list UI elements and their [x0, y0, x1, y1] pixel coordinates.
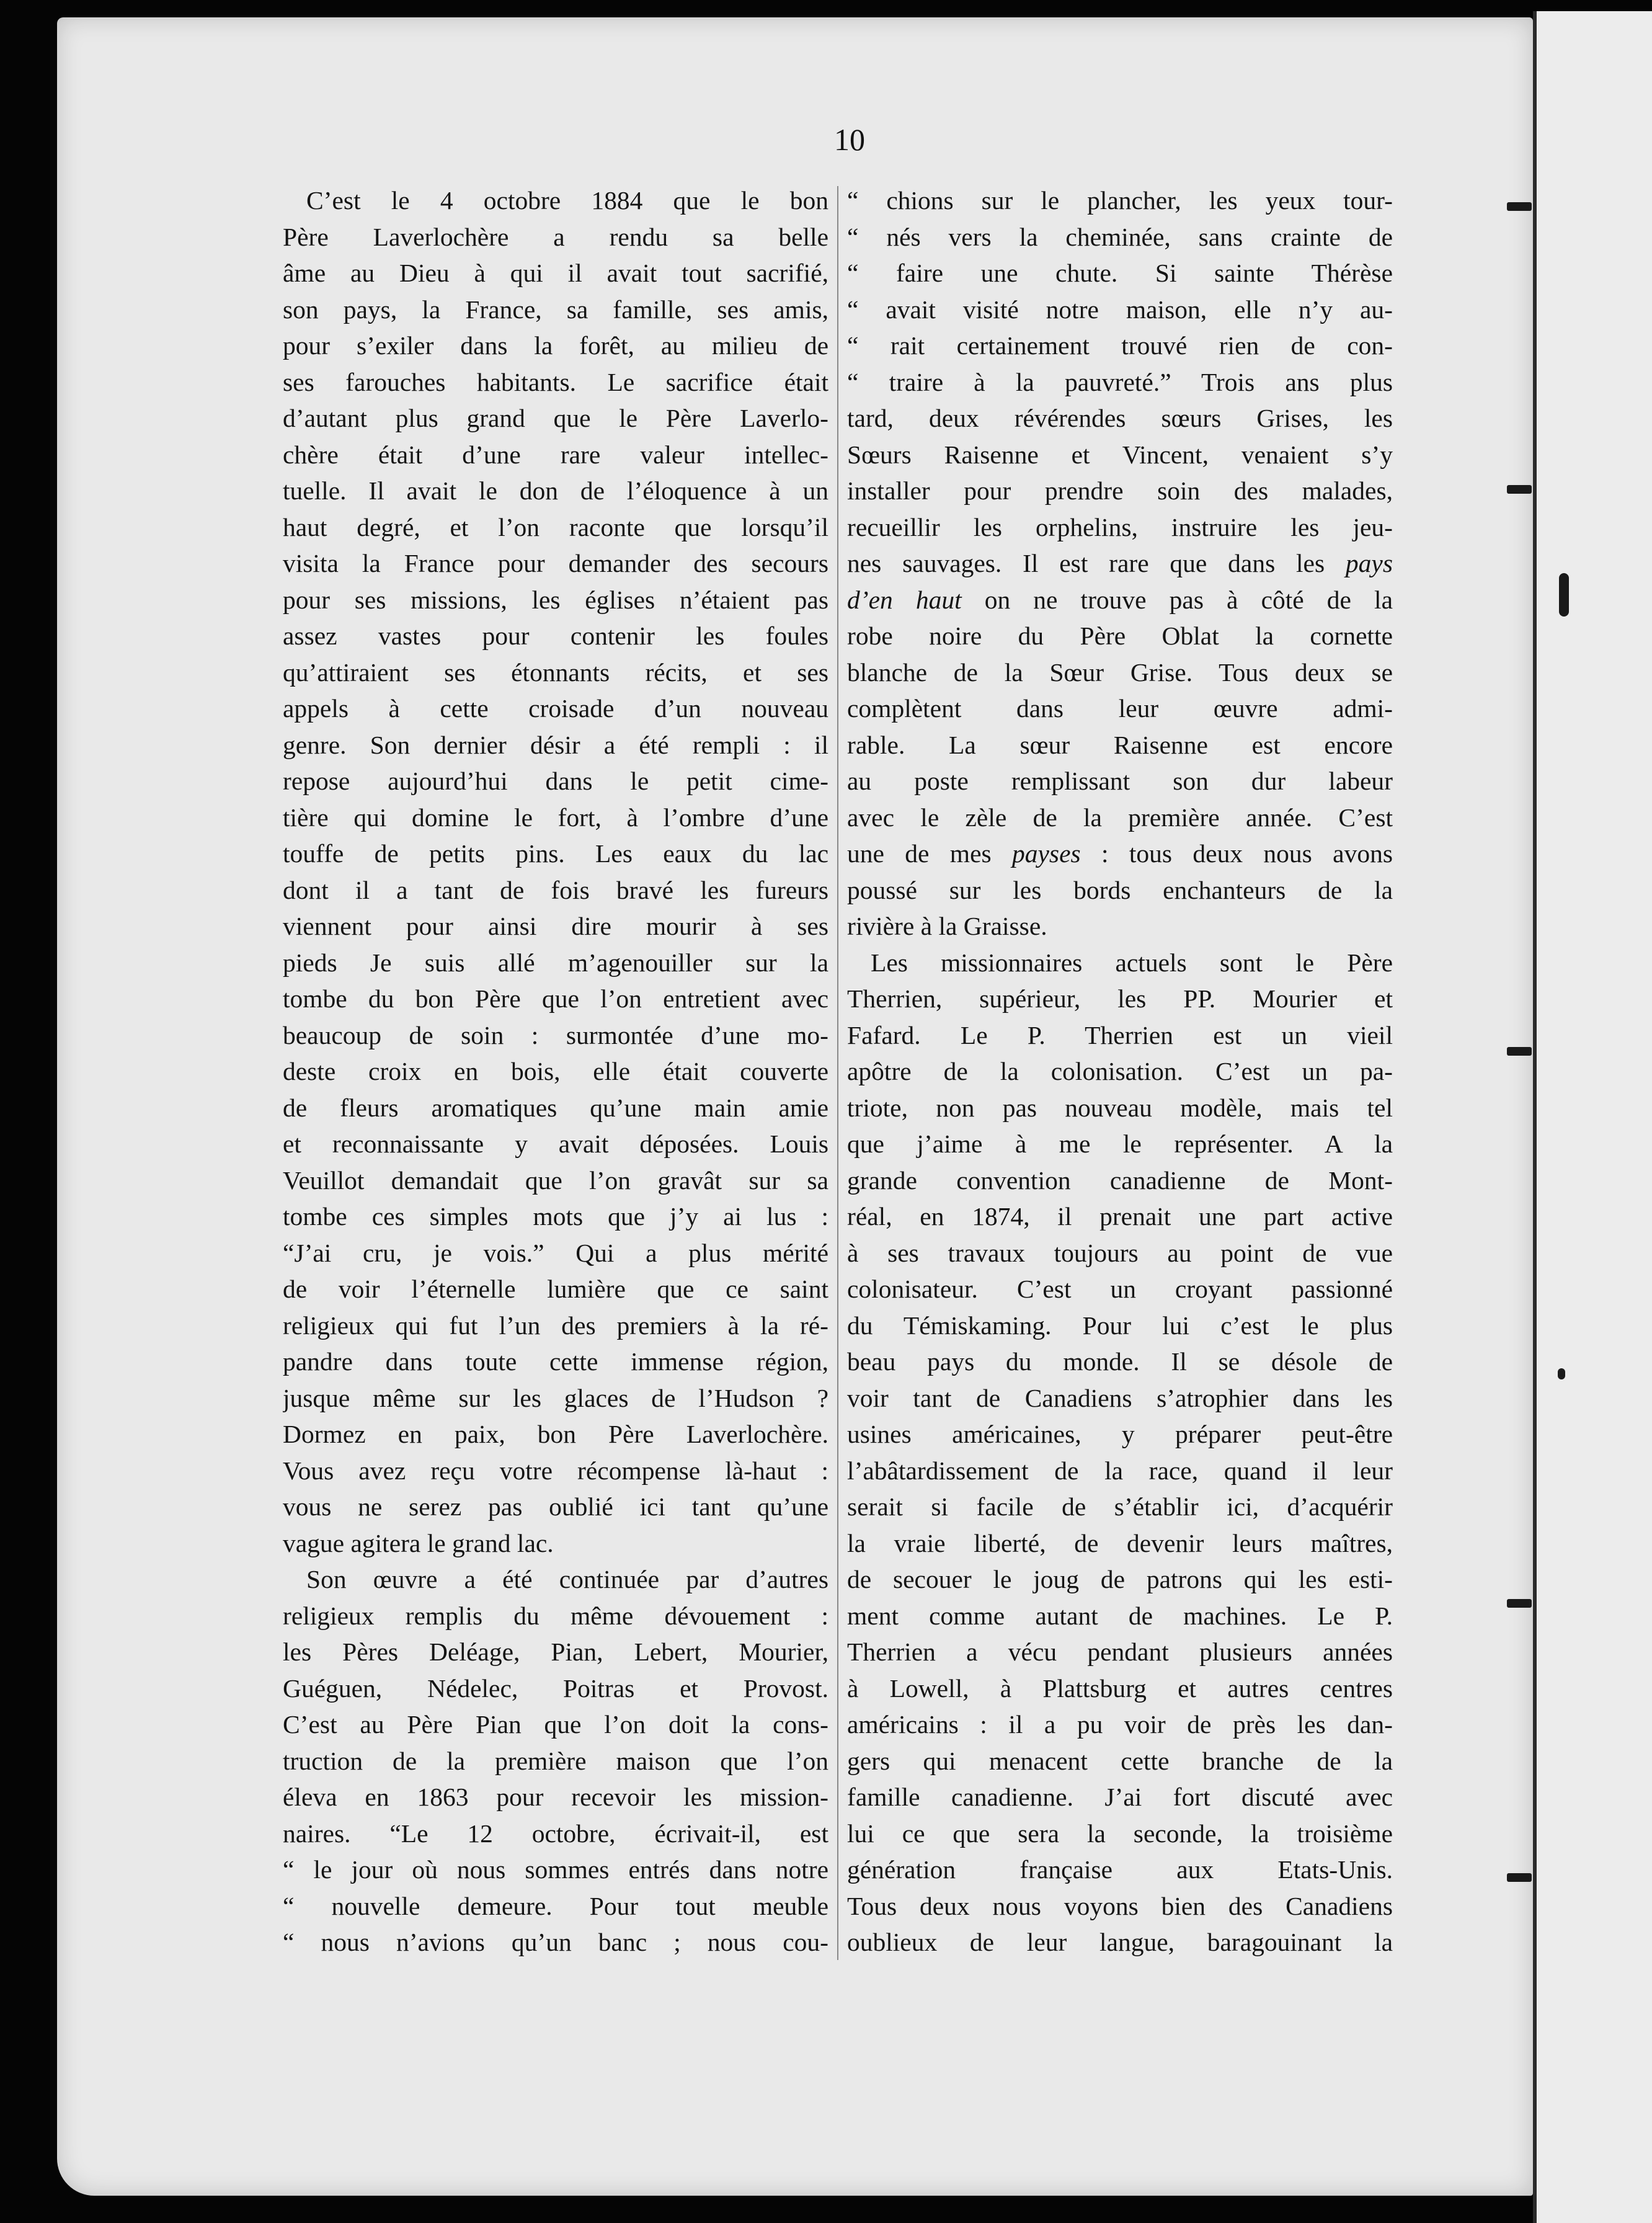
text-line: rable. La sœur Raisenne est encore	[847, 730, 1393, 759]
text-line: installer pour prendre soin des malades,	[847, 476, 1393, 505]
text-line: de fleurs aromatiques qu’une main amie	[283, 1093, 828, 1122]
text-line: au poste remplissant son dur labeur	[847, 767, 1393, 795]
text-line: pieds Je suis allé m’agenouiller sur la	[283, 948, 828, 977]
paragraph	[283, 1561, 828, 1961]
column-divider	[837, 186, 838, 1960]
text-line: Veuillot demandait que l’on gravât sur sa	[283, 1165, 828, 1195]
text-line: “ le jour où nous sommes entrés dans notre	[283, 1855, 828, 1884]
text-fragment: on ne trouve pas à côté de la	[961, 585, 1393, 614]
text-line: usines américaines, y préparer peut-être	[847, 1420, 1393, 1448]
text-line: religieux remplis du même dévouement :	[283, 1601, 828, 1630]
text-line: C’est au Père Pian que l’on doit la cons-	[283, 1710, 828, 1739]
text-line: Son œuvre a été continuée par d’autres	[306, 1565, 828, 1593]
text-line	[847, 835, 1393, 872]
text-line: son pays, la France, sa famille, ses amis,	[283, 295, 828, 324]
text-line: naires. “Le 12 octobre, écrivait-il, est	[283, 1819, 828, 1848]
binding-mark	[1507, 202, 1532, 211]
right-text-column	[847, 182, 1393, 1961]
italic-word: payses	[1012, 839, 1081, 868]
text-line: beau pays du monde. Il se désole de	[847, 1347, 1393, 1376]
text-line: ses farouches habitants. Le sacrifice était	[283, 367, 828, 396]
text-line: tière qui domine le fort, à l’ombre d’une	[283, 803, 828, 832]
text-line: “ rait certainement trouvé rien de con-	[847, 331, 1393, 360]
text-line: pandre dans toute cette immense région,	[283, 1347, 828, 1376]
text-line: genre. Son dernier désir a été rempli : il	[283, 730, 828, 759]
text-line: réal, en 1874, il prenait une part active	[847, 1202, 1393, 1231]
binding-mark	[1507, 485, 1532, 494]
binding-mark	[1507, 1599, 1532, 1608]
text-line: tard, deux révérendes sœurs Grises, les	[847, 404, 1393, 432]
text-line: qu’attiraient ses étonnants récits, et ses	[283, 657, 828, 687]
page-number: 10	[834, 122, 865, 157]
text-line: à Lowell, à Plattsburg et autres centres	[847, 1673, 1393, 1703]
text-line: colonisateur. C’est un croyant passionné	[847, 1275, 1393, 1303]
text-line: Dormez en paix, bon Père Laverlochère.	[283, 1420, 828, 1448]
text-line: serait si facile de s’établir ici, d’acquérir	[847, 1492, 1393, 1521]
text-line: pour s’exiler dans la forêt, au milieu de	[283, 331, 828, 360]
text-line: grande convention canadienne de Mont-	[847, 1165, 1393, 1195]
text-line: voir tant de Canadiens s’atrophier dans les	[847, 1383, 1393, 1412]
text-line: Les missionnaires actuels sont le Père	[871, 948, 1393, 977]
text-line: triote, non pas nouveau modèle, mais tel	[847, 1093, 1393, 1122]
text-line: Vous avez reçu votre récompense là-haut :	[283, 1456, 828, 1485]
text-line: blanche de la Sœur Grise. Tous deux se	[847, 657, 1393, 687]
text-line: repose aujourd’hui dans le petit cime-	[283, 767, 828, 795]
text-line: jusque même sur les glaces de l’Hudson ?	[283, 1383, 828, 1412]
text-line: “ avait visité notre maison, elle n’y au-	[847, 295, 1393, 324]
text-line: avec le zèle de la première année. C’est	[847, 803, 1393, 832]
text-line: “ nouvelle demeure. Pour tout meuble	[283, 1891, 828, 1920]
text-line: que j’aime à me le représenter. A la	[847, 1129, 1393, 1158]
text-line: l’abâtardissement de la race, quand il leur	[847, 1456, 1393, 1485]
binding-mark	[1507, 1873, 1532, 1882]
text-line: génération française aux Etats-Unis.	[847, 1855, 1393, 1884]
text-line: âme au Dieu à qui il avait tout sacrifié,	[283, 259, 828, 287]
adjacent-page-edge	[1533, 11, 1652, 2223]
text-line: vague agitera le grand lac.	[283, 1528, 554, 1557]
text-line: “ traire à la pauvreté.” Trois ans plus	[847, 367, 1393, 396]
text-line: et reconnaissante y avait déposées. Louis	[283, 1129, 828, 1158]
binding-mark	[1559, 573, 1569, 617]
text-line: “J’ai cru, je vois.” Qui a plus mérité	[283, 1238, 828, 1267]
text-line: robe noire du Père Oblat la cornette	[847, 621, 1393, 650]
text-line: Père Laverlochère a rendu sa belle	[283, 222, 828, 251]
text-line: Guéguen, Nédelec, Poitras et Provost.	[283, 1673, 828, 1703]
text-line: truction de la première maison que l’on	[283, 1746, 828, 1775]
binding-mark	[1558, 1368, 1565, 1379]
text-line: famille canadienne. J’ai fort discuté avec	[847, 1783, 1393, 1811]
text-line: du Témiskaming. Pour lui c’est le plus	[847, 1311, 1393, 1340]
text-line	[847, 545, 1393, 582]
text-line: tombe du bon Père que l’on entretient avec	[283, 984, 828, 1013]
left-text-column	[283, 182, 828, 1961]
text-line: “ nous n’avions qu’un banc ; nous cou-	[283, 1928, 828, 1956]
italic-word: pays	[1345, 549, 1393, 577]
text-line: d’autant plus grand que le Père Laverlo-	[283, 404, 828, 432]
text-line: beaucoup de soin : surmontée d’une mo-	[283, 1020, 828, 1049]
text-line: éleva en 1863 pour recevoir les mission-	[283, 1783, 828, 1811]
text-line: tombe ces simples mots que j’y ai lus :	[283, 1202, 828, 1231]
text-line: les Pères Deléage, Pian, Lebert, Mourier,	[283, 1637, 828, 1666]
text-line: Sœurs Raisenne et Vincent, venaient s’y	[847, 440, 1393, 469]
text-line: de voir l’éternelle lumière que ce saint	[283, 1275, 828, 1303]
text-line: chère était d’une rare valeur intellec-	[283, 440, 828, 469]
text-line: visita la France pour demander des secours	[283, 549, 828, 577]
text-line: viennent pour ainsi dire mourir à ses	[283, 912, 828, 940]
text-line: de secouer le joug de patrons qui les esti-	[847, 1565, 1393, 1593]
text-line: recueillir les orphelins, instruire les jeu-	[847, 512, 1393, 541]
italic-phrase: d’en haut	[847, 585, 962, 614]
text-line: complètent dans leur œuvre admi-	[847, 694, 1393, 723]
text-line: tuelle. Il avait le don de l’éloquence à un	[283, 476, 828, 505]
text-line: la vraie liberté, de devenir leurs maîtres,	[847, 1528, 1393, 1557]
text-line: “ chions sur le plancher, les yeux tour-	[847, 186, 1393, 215]
text-line: américains : il a pu voir de près les dan-	[847, 1710, 1393, 1739]
text-line: C’est le 4 octobre 1884 que le bon	[306, 186, 828, 215]
text-line: haut degré, et l’on raconte que lorsqu’il	[283, 512, 828, 541]
text-line: à ses travaux toujours au point de vue	[847, 1238, 1393, 1267]
text-line: “ faire une chute. Si sainte Thérèse	[847, 259, 1393, 287]
text-line: pour ses missions, les églises n’étaient pas	[283, 585, 828, 614]
text-line: apôtre de la colonisation. C’est un pa-	[847, 1057, 1393, 1085]
text-line: deste croix en bois, elle était couverte	[283, 1057, 828, 1085]
paragraph	[847, 182, 1393, 945]
paragraph	[283, 182, 828, 1561]
text-line: Therrien a vécu pendant plusieurs années	[847, 1637, 1393, 1666]
text-fragment: une de mes	[847, 839, 1012, 868]
binding-mark	[1507, 1047, 1532, 1056]
text-line: vous ne serez pas oublié ici tant qu’une	[283, 1492, 828, 1521]
text-line: gers qui menacent cette branche de la	[847, 1746, 1393, 1775]
paragraph	[847, 945, 1393, 1961]
text-fragment: : tous deux nous avons	[1080, 839, 1393, 868]
text-line: religieux qui fut l’un des premiers à la ré-	[283, 1311, 828, 1340]
text-line: dont il a tant de fois bravé les fureurs	[283, 875, 828, 904]
text-line: rivière à la Graisse.	[847, 912, 1047, 940]
text-line: ment comme autant de machines. Le P.	[847, 1601, 1393, 1630]
text-line: lui ce que sera la seconde, la troisième	[847, 1819, 1393, 1848]
text-line	[847, 582, 1393, 618]
text-fragment: nes sauvages. Il est rare que dans les	[847, 549, 1346, 577]
text-line: Tous deux nous voyons bien des Canadiens	[847, 1891, 1393, 1920]
text-line: appels à cette croisade d’un nouveau	[283, 694, 828, 723]
text-line: Therrien, supérieur, les PP. Mourier et	[847, 984, 1393, 1013]
text-line: “ nés vers la cheminée, sans crainte de	[847, 222, 1393, 251]
text-line: assez vastes pour contenir les foules	[283, 621, 828, 650]
text-line: Fafard. Le P. Therrien est un vieil	[847, 1020, 1393, 1049]
text-line: oublieux de leur langue, baragouinant la	[847, 1928, 1393, 1956]
text-line: poussé sur les bords enchanteurs de la	[847, 875, 1393, 904]
text-line: touffe de petits pins. Les eaux du lac	[283, 839, 828, 868]
